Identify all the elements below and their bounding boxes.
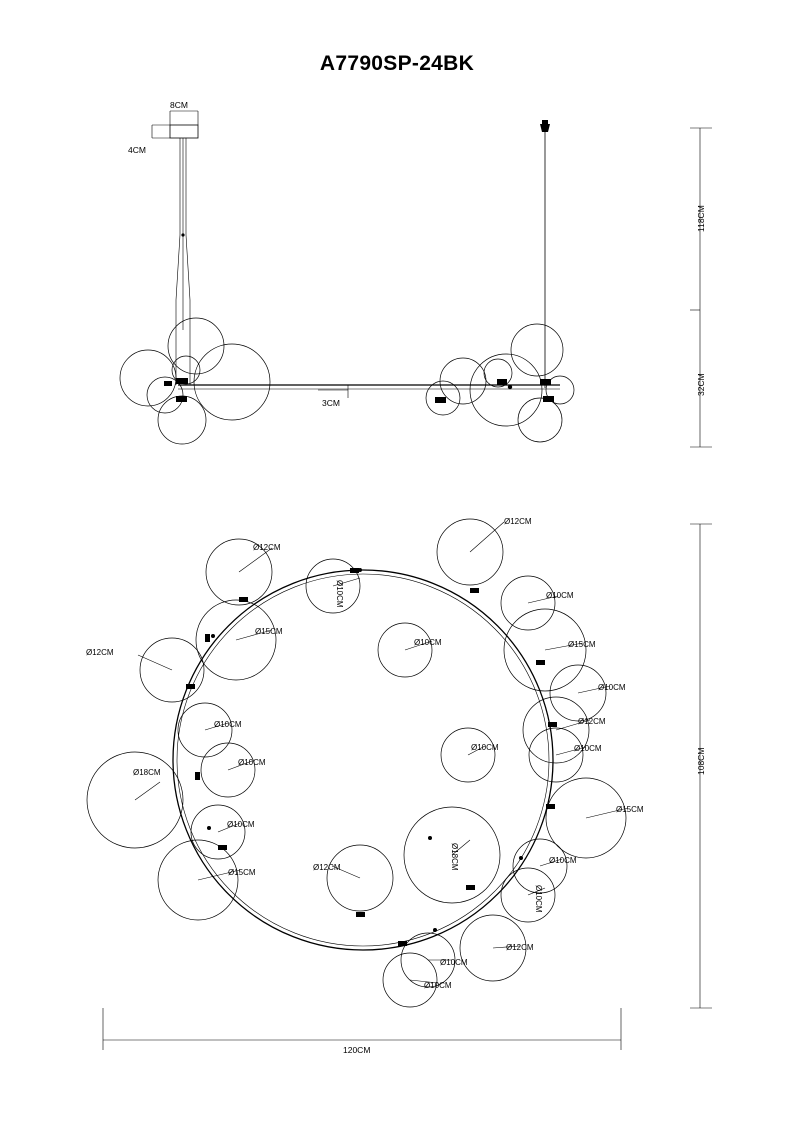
plan-view (87, 519, 712, 1050)
sphere-label: Ø10CM (238, 758, 266, 767)
sphere-label: Ø12CM (506, 943, 534, 952)
sphere-label: Ø10CM (414, 638, 442, 647)
dim-rod-width: 3CM (322, 398, 340, 408)
sphere-label: Ø12CM (504, 517, 532, 526)
sphere-label: Ø12CM (578, 717, 606, 726)
sphere-label: Ø10CM (549, 856, 577, 865)
sphere-label: Ø12CM (313, 863, 341, 872)
dim-canopy-height: 4CM (128, 145, 146, 155)
sphere-label: Ø15CM (255, 627, 283, 636)
sphere-label: Ø10CM (335, 580, 344, 608)
sphere-label: Ø10CM (424, 981, 452, 990)
dim-fixture-height: 32CM (696, 373, 706, 396)
dim-suspension-height: 118CM (696, 205, 706, 232)
sphere-label: Ø10CM (574, 744, 602, 753)
front-elevation-view (120, 111, 712, 447)
sphere-label: Ø10CM (227, 820, 255, 829)
sphere-label: Ø15CM (228, 868, 256, 877)
sphere-label: Ø15CM (568, 640, 596, 649)
sphere-label: Ø18CM (133, 768, 161, 777)
sphere-label: Ø10CM (471, 743, 499, 752)
sphere-label: Ø10CM (440, 958, 468, 967)
sphere-label: Ø12CM (253, 543, 281, 552)
dim-plan-width: 120CM (343, 1045, 371, 1055)
sphere-label: Ø12CM (86, 648, 114, 657)
sphere-label: Ø15CM (616, 805, 644, 814)
page-title: A7790SP-24BK (319, 52, 475, 75)
dim-canopy-width: 8CM (170, 100, 188, 110)
sphere-label: Ø10CM (598, 683, 626, 692)
sphere-label-group (86, 517, 644, 990)
dim-plan-height: 108CM (696, 747, 706, 775)
sphere-label: Ø10CM (546, 591, 574, 600)
sphere-label: Ø18CM (450, 843, 459, 871)
sphere-label: Ø10CM (214, 720, 242, 729)
sphere-label: Ø10CM (534, 885, 543, 913)
